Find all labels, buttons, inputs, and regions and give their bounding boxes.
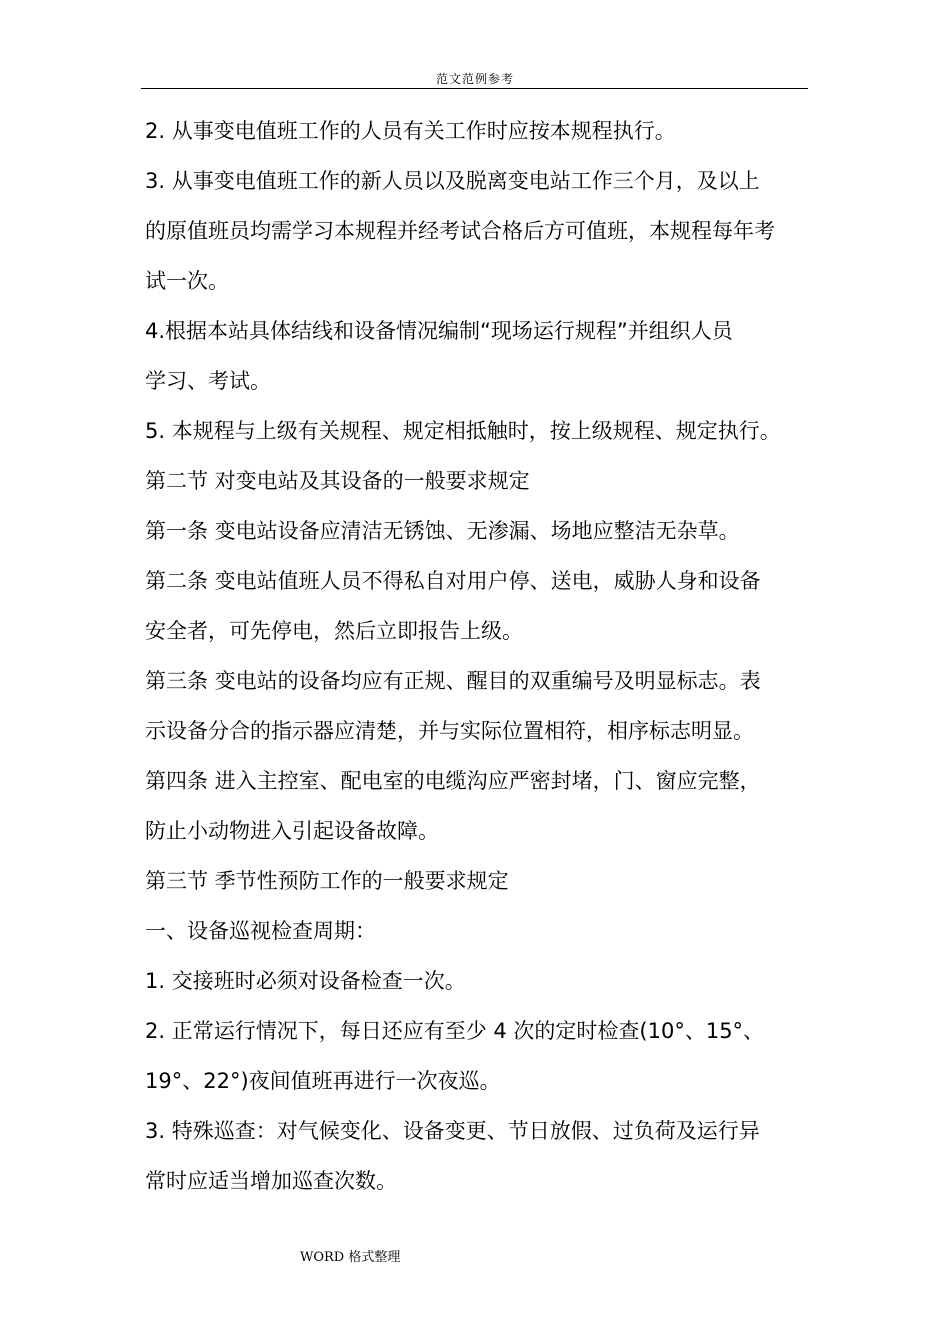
document-body bbox=[145, 106, 810, 1206]
text-line: 第四条 进入主控室、配电室的电缆沟应严密封堵，门、窗应完整， bbox=[145, 769, 761, 793]
text-line: 4.根据本站具体结线和设备情况编制“现场运行规程”并组织人员 bbox=[145, 319, 733, 343]
text-line: 一、设备巡视检查周期： bbox=[145, 919, 376, 943]
text-line: 示设备分合的指示器应清楚，并与实际位置相符，相序标志明显。 bbox=[145, 719, 754, 743]
text-line: 1. 交接班时必须对设备检查一次。 bbox=[145, 969, 466, 993]
section-heading: 第三节 季节性预防工作的一般要求规定 bbox=[145, 869, 509, 893]
page-footer: WORD 格式整理 bbox=[300, 1250, 401, 1265]
text-line: 第一条 变电站设备应清洁无锈蚀、无渗漏、场地应整洁无杂草。 bbox=[145, 519, 740, 543]
text-line: 安全者，可先停电，然后立即报告上级。 bbox=[145, 619, 523, 643]
text-line: 防止小动物进入引起设备故障。 bbox=[145, 819, 439, 843]
text-line: 19°、22°)夜间值班再进行一次夜巡。 bbox=[145, 1069, 501, 1093]
text-line: 3. 特殊巡查：对气候变化、设备变更、节日放假、过负荷及运行异 bbox=[145, 1119, 760, 1143]
text-line: 2. 从事变电值班工作的人员有关工作时应按本规程执行。 bbox=[145, 119, 676, 143]
text-line: 5. 本规程与上级有关规程、规定相抵触时，按上级规程、规定执行。 bbox=[145, 419, 781, 443]
section-heading: 第二节 对变电站及其设备的一般要求规定 bbox=[145, 469, 530, 493]
text-line: 试一次。 bbox=[145, 269, 229, 293]
text-line: 第三条 变电站的设备均应有正规、醒目的双重编号及明显标志。表 bbox=[145, 669, 761, 693]
text-line: 常时应适当增加巡查次数。 bbox=[145, 1169, 397, 1193]
text-line: 2. 正常运行情况下，每日还应有至少 4 次的定时检查(10°、15°、 bbox=[145, 1019, 765, 1043]
text-line: 的原值班员均需学习本规程并经考试合格后方可值班，本规程每年考 bbox=[145, 219, 775, 243]
text-line: 学习、考试。 bbox=[145, 369, 271, 393]
page-header: 范文范例参考 bbox=[435, 72, 514, 86]
text-line: 第二条 变电站值班人员不得私自对用户停、送电，威胁人身和设备 bbox=[145, 569, 761, 593]
header-rule bbox=[141, 88, 808, 89]
text-line: 3. 从事变电值班工作的新人员以及脱离变电站工作三个月，及以上 bbox=[145, 169, 760, 193]
